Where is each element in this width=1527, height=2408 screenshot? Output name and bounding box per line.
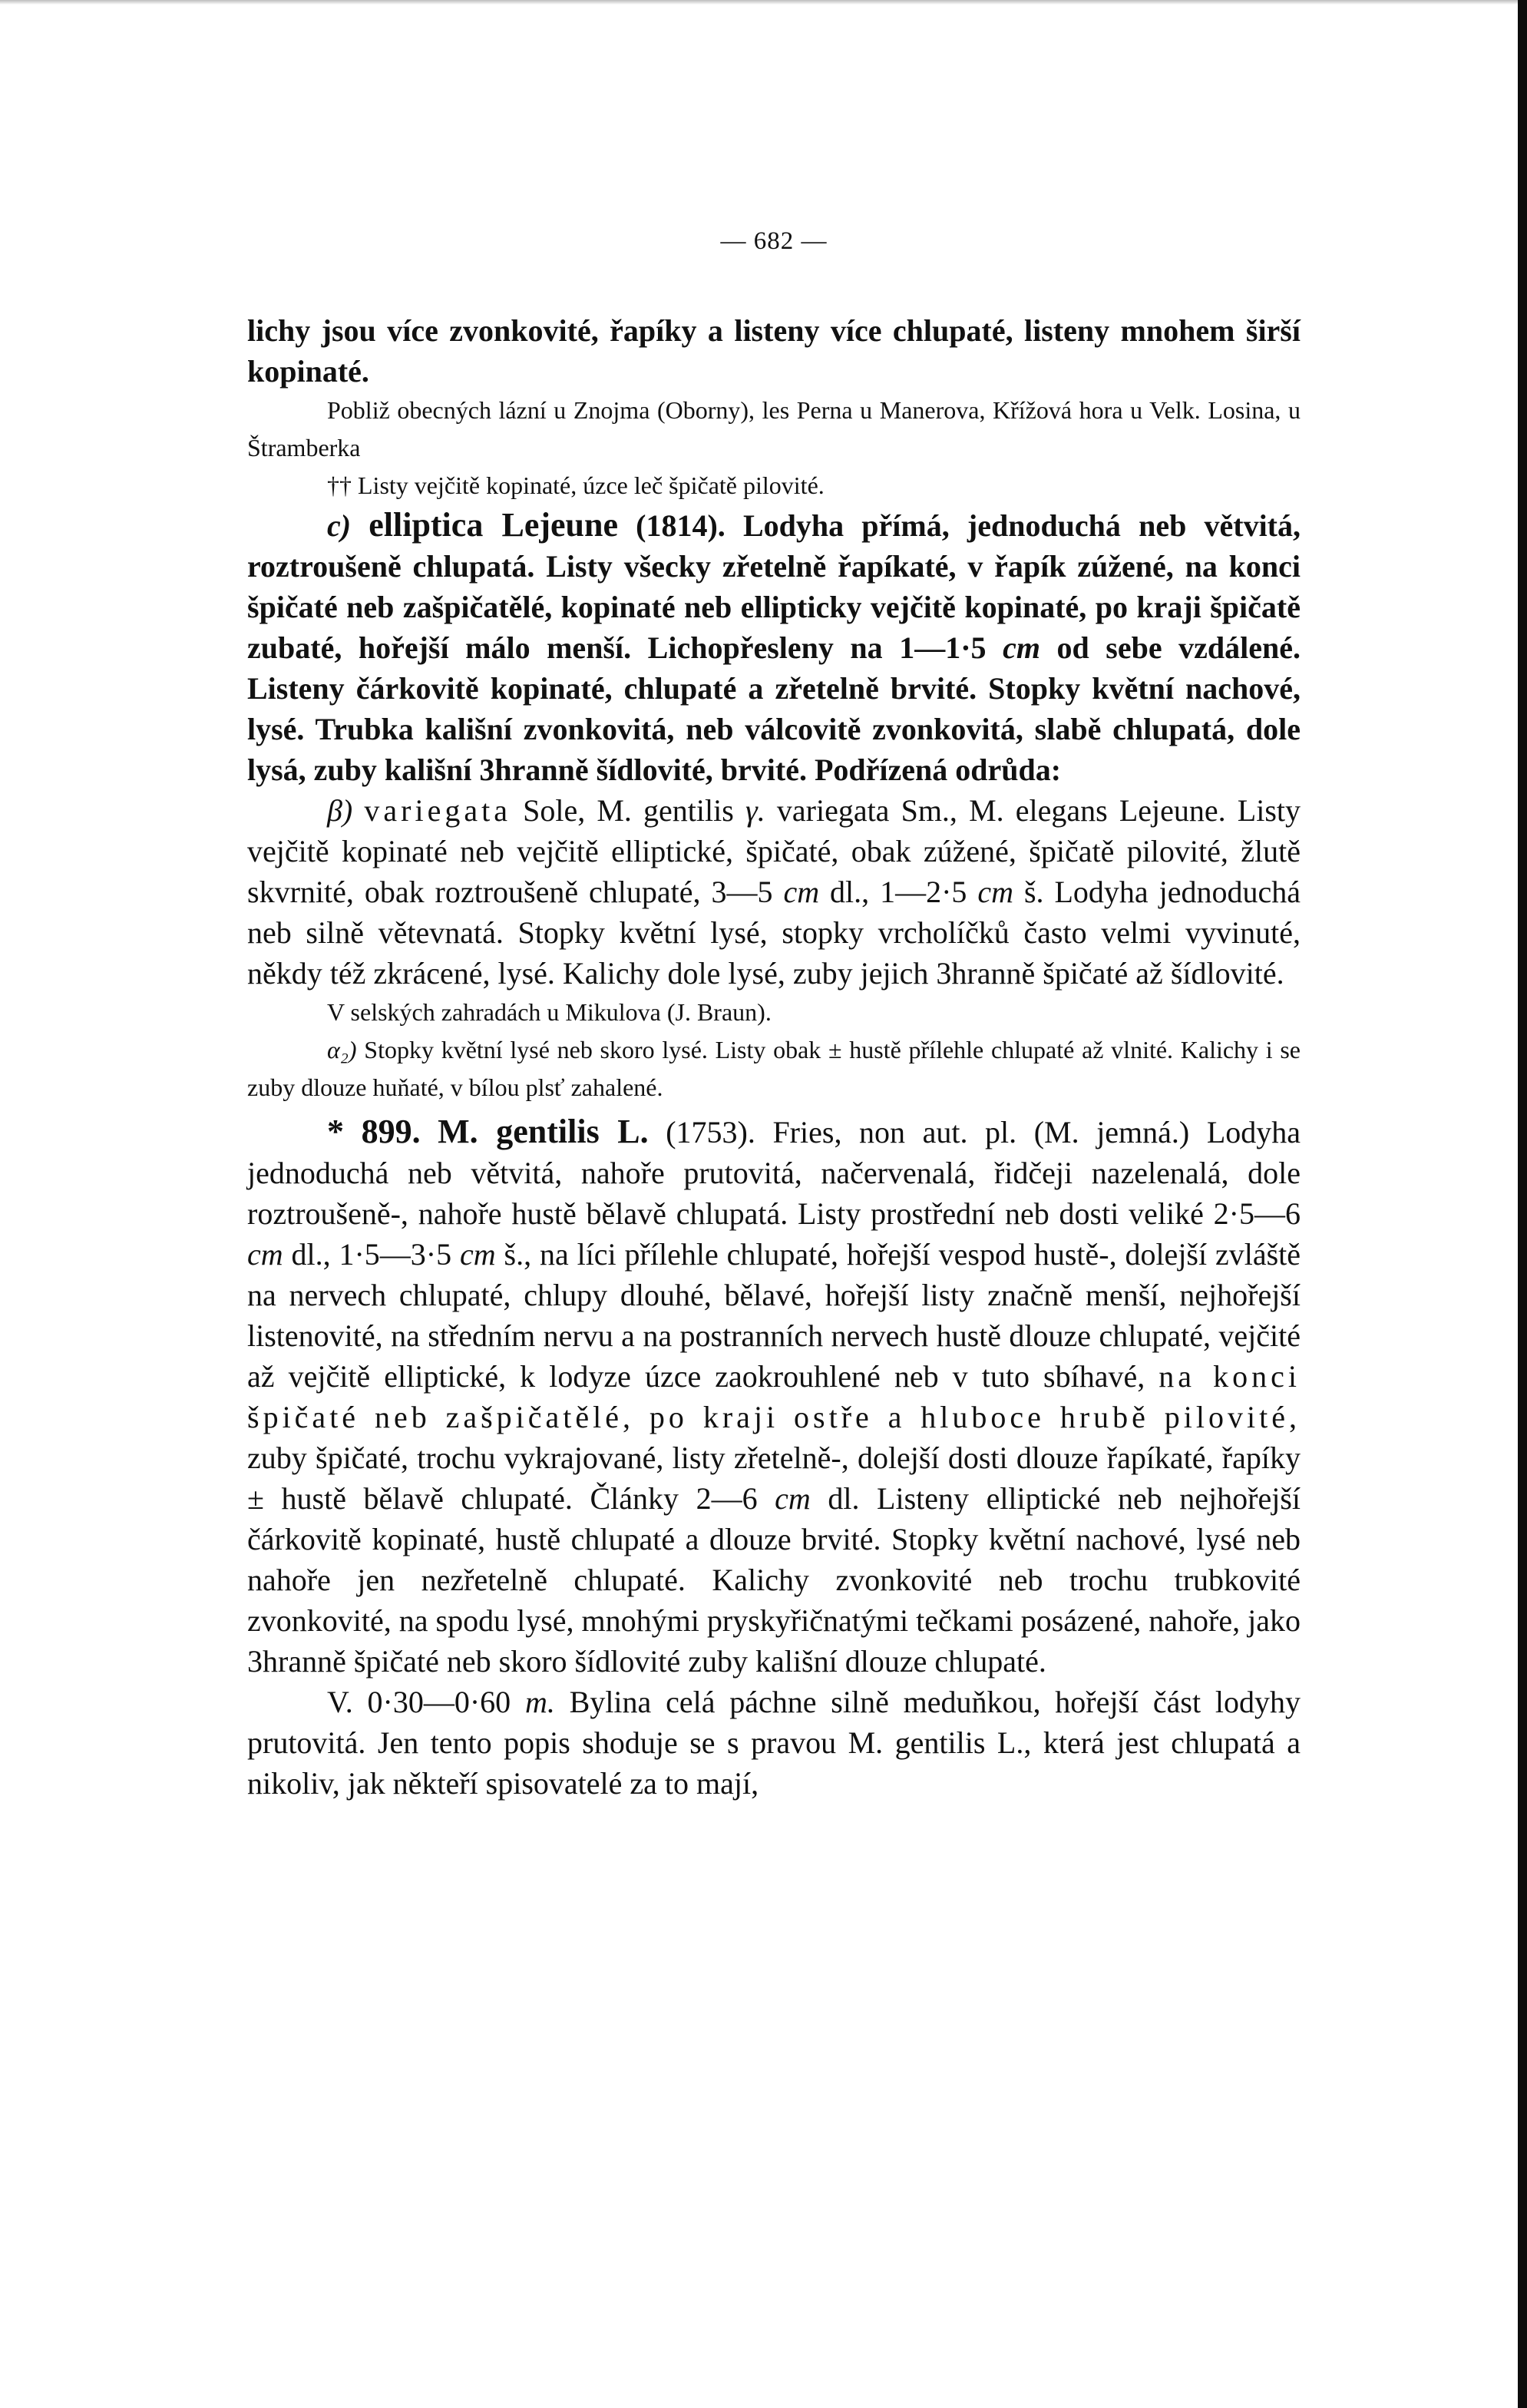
double-dagger-mark: †† <box>327 471 352 499</box>
note-daggers <box>247 467 1301 504</box>
variety-c-text-1: Lodyha přímá, jednoduchá neb větvitá, roztroušeně chlupatá. Listy všecky zřetelně řapíkaté, v řapík zúžené, na konci špičaté neb zašpičatělé, kopinaté neb ellipticky vejčitě kopinaté, po kraji špičatě zubaté, hořejší málo menší. Lichopřesleny na 1—1·5 <box>247 508 1301 665</box>
variety-c-label: c) <box>327 508 352 543</box>
species-text-d: zuby špičaté, trochu vykrajované, listy zřetelně-, dolejší dosti dlouze řapíkaté, řapíky ± hustě bělavě chlupaté. Články 2—6 <box>247 1440 1301 1516</box>
species-unit-2: cm <box>460 1237 496 1272</box>
species-name: M. gentilis L. <box>438 1113 649 1150</box>
variety-c-name: elliptica Lejeune <box>369 506 618 544</box>
variety-beta-unit-1: cm <box>783 875 820 909</box>
locality-2 <box>247 994 1301 1031</box>
page-content <box>247 310 1301 1804</box>
locality-1-text: Pobliž obecných lázní u Znojma (Oborny), les Perna u Manerova, Křížová hora u Velk. Losina, u Štramberka <box>247 396 1301 461</box>
variety-c <box>247 504 1301 790</box>
variety-beta-text-2: dl., 1—2·5 <box>830 875 967 909</box>
species-text-c: š., na líci přílehle chlupaté, hořejší vespod hustě-, dolejší zvláště na nervech chlupaté, chlupy dlouhé, bělavé, hořejší listy značně menší, nejhořejší listenovité, na středním nervu a na postranních nervech hustě dlouze chlupaté, vejčité až vejčitě elliptické, k lodyze úzce zaokrouhlené neb v tuto sbíhavé, <box>247 1237 1301 1394</box>
final-paragraph <box>247 1682 1301 1804</box>
species-text-a: Fries, non aut. pl. (M. jemná.) Lodyha jednoduchá neb větvitá, nahoře prutovitá, načervenalá, řidčeji nazelenalá, dole roztroušeně-, nahoře hustě bělavě chlupatá. Listy prostřední neb dosti veliké 2·5—6 <box>247 1115 1301 1231</box>
variety-beta-unit-2: cm <box>977 875 1014 909</box>
species-text-b: dl., 1·5—3·5 <box>291 1237 452 1272</box>
variety-c-year: (1814). <box>636 508 725 543</box>
variety-beta <box>247 790 1301 994</box>
variety-c-text-2: od sebe vzdálené. Listeny čárkovitě kopinaté, chlupaté a zřetelně brvité. Stopky květní nachové, lysé. Trubka kališní zvonkovitá, neb válcovitě zvonkovitá, slabě chlupatá, dole lysá, zuby kališní 3hranně šídlovité, brvité. Podřízená odrůda: <box>247 630 1301 787</box>
final-text-a: V. 0·30—0·60 <box>327 1685 511 1719</box>
species-unit-3: cm <box>775 1481 811 1516</box>
species-year: (1753). <box>666 1115 755 1149</box>
note-alpha2 <box>247 1031 1301 1106</box>
final-text-b: Bylina celá páchne silně meduňkou, hořejší část lodyhy prutovitá. Jen tento popis shoduje se s pravou M. gentilis L., která jest chlupatá a nikoliv, jak někteří spisovatelé za to mají, <box>247 1685 1301 1801</box>
variety-beta-text-1: variegata Sm., M. elegans Lejeune. Listy vejčitě kopinaté neb vejčitě elliptické, špičaté, obak zúžené, špičatě pilovité, žlutě skvrnité, obak roztroušeně chlupaté, 3—5 <box>247 793 1301 909</box>
variety-beta-text-3: š. Lodyha jednoduchá neb silně větevnatá. Stopky květní lysé, stopky vrcholíčků často velmi vyvinuté, někdy též zkrácené, lysé. Kalichy dole lysé, zuby jejich 3hranně špičaté až šídlovité. <box>247 875 1301 991</box>
species-number: 899. <box>361 1113 421 1150</box>
scan-right-edge <box>1518 0 1527 2408</box>
species-899 <box>247 1111 1301 1682</box>
continuation-text: lichy jsou více zvonkovité, řapíky a listeny více chlupaté, listeny mnohem širší kopinaté. <box>247 313 1301 389</box>
variety-beta-author: Sole, M. gentilis <box>523 793 734 828</box>
note-daggers-text: Listy vejčitě kopinaté, úzce leč špičatě pilovité. <box>358 471 825 499</box>
variety-beta-label: β) <box>327 793 353 828</box>
species-text-e: dl. Listeny elliptické neb nejhořejší čárkovitě kopinaté, hustě chlupaté a dlouze brvité. Stopky květní nachové, lysé neb nahoře jen nezřetelně chlupaté. Kalichy zvonkovité neb trochu trubkovité zvonkovité, na spodu lysé, mnohými pryskyřičnatými tečkami posázené, nahoře, jako 3hranně špičaté neb skoro šídlovité zuby kališní dlouze chlupaté. <box>247 1481 1301 1679</box>
species-star: * <box>327 1113 344 1150</box>
variety-c-unit-1: cm <box>1003 630 1040 665</box>
note-alpha2-text: Stopky květní lysé neb skoro lysé. Listy obak ± hustě přílehle chlupaté až vlnité. Kalichy i se zuby dlouze huňaté, v bílou plsť zahalené. <box>247 1036 1301 1101</box>
locality-1 <box>247 392 1301 467</box>
page-number: — 682 — <box>720 227 828 255</box>
species-spaced-text: na konci špičaté neb zašpičatělé, po kraji ostře a hluboce hrubě pilovité, <box>247 1359 1301 1434</box>
variety-beta-name: variegata <box>364 793 511 828</box>
species-unit-1: cm <box>247 1237 283 1272</box>
variety-beta-gamma: γ. <box>745 793 765 828</box>
final-unit: m. <box>524 1685 555 1719</box>
note-alpha2-label: α₂) <box>327 1036 357 1063</box>
scan-top-edge <box>0 0 1527 5</box>
paragraph-continuation <box>247 310 1301 392</box>
locality-2-text: V selských zahradách u Mikulova (J. Braun). <box>327 998 772 1026</box>
